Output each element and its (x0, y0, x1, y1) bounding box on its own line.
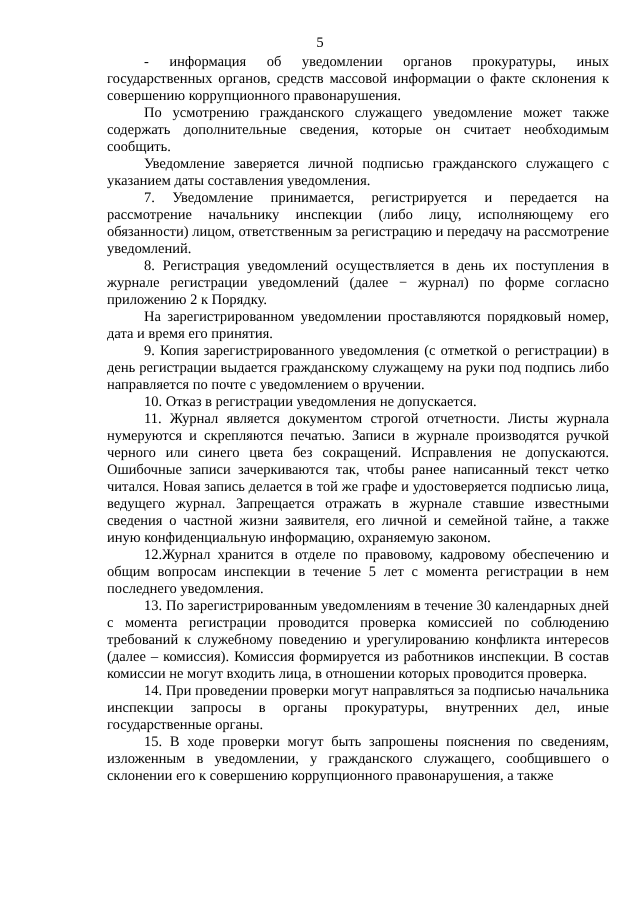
paragraph-1: - информация об уведомлении органов прокуратуры, иных государственных органов, средств массовой информации о факте склонения к совершению коррупционного правонарушения. (107, 54, 609, 104)
paragraph-13: 15. В ходе проверки могут быть запрошены пояснения по сведениям, изложенным в уведомлении, у гражданского служащего, сообщившего о склонении его к совершению коррупционного правонарушения, а также (107, 734, 609, 784)
paragraph-2: По усмотрению гражданского служащего уведомление может также содержать дополнительные сведения, которые он считает необходимым сообщить. (107, 105, 609, 155)
paragraph-3: Уведомление заверяется личной подписью гражданского служащего с указанием даты составления уведомления. (107, 156, 609, 189)
paragraph-4: 7. Уведомление принимается, регистрируется и передается на рассмотрение начальнику инспекции (либо лицу, исполняющему его обязанности) лицом, ответственным за регистрацию и передачу на рассмотрение уведомлений. (107, 190, 609, 257)
paragraph-9: 11. Журнал является документом строгой отчетности. Листы журнала нумеруются и скрепляются печатью. Записи в журнале производятся ручкой черного или синего цвета без сокращений. Исправления не допускаются. Ошибочные записи зачеркиваются так, чтобы ранее написанный текст четко читался. Новая запись делается в той же графе и удостоверяется подписью лица, ведущего журнал. Запрещается отражать в журнале ставшие известными сведения о частной жизни заявителя, его личной и семейной тайне, а также иную конфиденциальную информацию, охраняемую законом. (107, 411, 609, 546)
paragraph-8: 10. Отказ в регистрации уведомления не допускается. (144, 394, 477, 410)
paragraph-12: 14. При проведении проверки могут направляться за подписью начальника инспекции запросы в органы прокуратуры, внутренних дел, иные государственные органы. (107, 683, 609, 733)
paragraph-7: 9. Копия зарегистрированного уведомления (с отметкой о регистрации) в день регистрации выдается гражданскому служащему на руки под подпись либо направляется по почте с уведомлением о вручении. (107, 343, 609, 393)
page-number: 5 (316, 35, 324, 51)
paragraph-11: 13. По зарегистрированным уведомлениям в течение 30 календарных дней с момента регистрации проводится проверка комиссией по соблюдению требований к служебному поведению и урегулированию конфликта интересов (далее – комиссия). Комиссия формируется из работников инспекции. В состав комиссии не могут входить лица, в отношении которых проводится проверка. (107, 598, 609, 682)
paragraph-10: 12.Журнал хранится в отделе по правовому, кадровому обеспечению и общим вопросам инспекции в течение 5 лет с момента регистрации в нем последнего уведомления. (107, 547, 609, 597)
paragraph-5: 8. Регистрация уведомлений осуществляется в день их поступления в журнале регистрации уведомлений (далее − журнал) по форме согласно приложению 2 к Порядку. (107, 258, 609, 308)
paragraph-6: На зарегистрированном уведомлении проставляются порядковый номер, дата и время его принятия. (107, 309, 609, 342)
document-body (107, 54, 609, 785)
